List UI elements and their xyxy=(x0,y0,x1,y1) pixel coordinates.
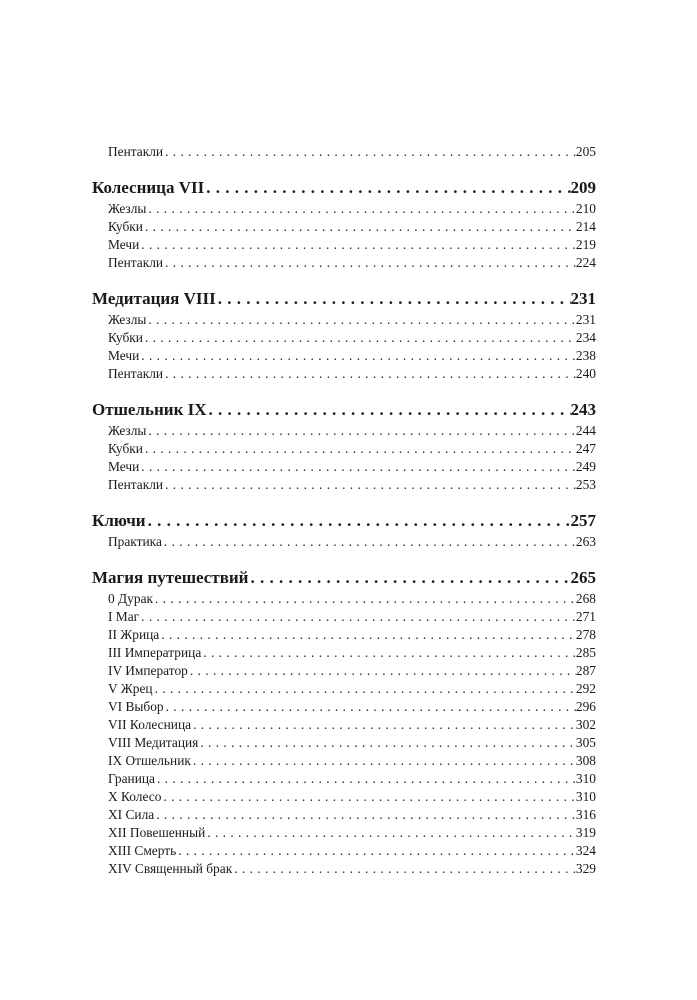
toc-leader-dots xyxy=(146,200,576,218)
toc-section-heading[interactable] xyxy=(92,509,596,533)
toc-entry[interactable] xyxy=(92,236,596,254)
toc-leader-dots xyxy=(207,398,571,422)
toc-leader-dots xyxy=(143,218,576,236)
toc-section-title: Отшельник IX xyxy=(92,400,207,419)
toc-section-page: 209 xyxy=(570,178,596,197)
toc-entry-page: 329 xyxy=(575,861,596,876)
toc-entry[interactable] xyxy=(92,365,596,383)
toc-entry[interactable] xyxy=(92,143,596,161)
toc-leader-dots xyxy=(205,824,576,842)
toc-leader-dots xyxy=(159,626,576,644)
toc-section-heading[interactable] xyxy=(92,566,596,590)
toc-entry-page: 238 xyxy=(575,348,596,363)
toc-entry[interactable] xyxy=(92,842,596,860)
toc-entry-title: Пентакли xyxy=(108,366,164,381)
toc-entry-page: 268 xyxy=(575,591,596,606)
toc-entry-page: 244 xyxy=(575,423,596,438)
toc-section xyxy=(92,398,596,494)
toc-entry[interactable] xyxy=(92,626,596,644)
toc-leader-dots xyxy=(163,143,576,161)
toc-entry-page: 263 xyxy=(575,534,596,549)
toc-entry[interactable] xyxy=(92,422,596,440)
toc-section xyxy=(92,566,596,878)
toc-entry-page: 278 xyxy=(575,627,596,642)
toc-entry-title: XI Сила xyxy=(108,807,155,822)
toc-leader-dots xyxy=(153,590,576,608)
toc-leader-dots xyxy=(153,680,576,698)
toc-entry-title: Граница xyxy=(108,771,155,786)
toc-leader-dots xyxy=(162,533,576,551)
toc-entry-title: VII Колесница xyxy=(108,717,192,732)
toc-leader-dots xyxy=(161,788,576,806)
toc-entry-page: 296 xyxy=(575,699,596,714)
toc-entry[interactable] xyxy=(92,533,596,551)
toc-leader-dots xyxy=(191,752,576,770)
toc-entry[interactable] xyxy=(92,254,596,272)
toc-leader-dots xyxy=(143,329,576,347)
toc-entry-page: 271 xyxy=(575,609,596,624)
toc-section-page: 243 xyxy=(570,400,596,419)
toc-entry-page: 240 xyxy=(575,366,596,381)
toc-entry-page: 210 xyxy=(575,201,596,216)
toc-entry[interactable] xyxy=(92,590,596,608)
toc-entry-title: X Колесо xyxy=(108,789,162,804)
toc-leader-dots xyxy=(163,254,576,272)
toc-entry[interactable] xyxy=(92,680,596,698)
toc-entry[interactable] xyxy=(92,347,596,365)
toc-leader-dots xyxy=(191,716,576,734)
toc-leader-dots xyxy=(143,440,576,458)
toc-entry-title: Мечи xyxy=(108,237,140,252)
toc-section-heading[interactable] xyxy=(92,398,596,422)
toc-entry-title: XII Повешенный xyxy=(108,825,206,840)
toc-leader-dots xyxy=(163,476,576,494)
toc-entry-page: 292 xyxy=(575,681,596,696)
toc-entry-title: Жезлы xyxy=(108,312,147,327)
toc-entry[interactable] xyxy=(92,200,596,218)
toc-entry-title: VIII Медитация xyxy=(108,735,199,750)
toc-leader-dots xyxy=(216,287,571,311)
toc-lead-block xyxy=(92,143,596,161)
toc-entry-title: IV Император xyxy=(108,663,188,678)
toc-section-title: Медитация VIII xyxy=(92,289,216,308)
toc-leader-dots xyxy=(201,644,576,662)
toc-entry-page: 231 xyxy=(575,312,596,327)
toc-entry[interactable] xyxy=(92,824,596,842)
toc-entry[interactable] xyxy=(92,734,596,752)
toc-entry-title: XIV Священный брак xyxy=(108,861,233,876)
toc-leader-dots xyxy=(146,509,571,533)
toc-entry[interactable] xyxy=(92,662,596,680)
toc-entry[interactable] xyxy=(92,788,596,806)
toc-section-title: Магия путешествий xyxy=(92,568,249,587)
toc-leader-dots xyxy=(176,842,576,860)
toc-entry-title: Кубки xyxy=(108,441,143,456)
toc-entry-title: Кубки xyxy=(108,219,143,234)
toc-entry-title: I Маг xyxy=(108,609,140,624)
toc-entry-page: 308 xyxy=(575,753,596,768)
toc-entry-title: Кубки xyxy=(108,330,143,345)
toc-entry[interactable] xyxy=(92,311,596,329)
toc-entry-title: Пентакли xyxy=(108,477,164,492)
toc-section-heading[interactable] xyxy=(92,287,596,311)
toc-entry[interactable] xyxy=(92,770,596,788)
toc-leader-dots xyxy=(139,458,576,476)
toc-entry[interactable] xyxy=(92,608,596,626)
toc-entry-page: 214 xyxy=(575,219,596,234)
toc-entry-page: 316 xyxy=(575,807,596,822)
toc-section-title: Ключи xyxy=(92,511,146,530)
toc-entry-title: VI Выбор xyxy=(108,699,164,714)
toc-entry-title: Практика xyxy=(108,534,162,549)
toc-entry-page: 219 xyxy=(575,237,596,252)
toc-entry-page: 285 xyxy=(575,645,596,660)
toc-entry-title: Мечи xyxy=(108,348,140,363)
toc-entry-title: V Жрец xyxy=(108,681,153,696)
toc-section-heading[interactable] xyxy=(92,176,596,200)
toc-leader-dots xyxy=(139,236,576,254)
toc-entry[interactable] xyxy=(92,458,596,476)
toc-entry[interactable] xyxy=(92,440,596,458)
toc-entry-title: XIII Смерть xyxy=(108,843,177,858)
toc-entry[interactable] xyxy=(92,860,596,878)
toc-entry-page: 234 xyxy=(575,330,596,345)
toc-leader-dots xyxy=(248,566,570,590)
toc-entry-page: 305 xyxy=(575,735,596,750)
toc-leader-dots xyxy=(146,422,576,440)
toc-entry-title: Пентакли xyxy=(108,255,164,270)
toc-entry-page: 310 xyxy=(575,771,596,786)
toc-entry-page: 205 xyxy=(575,144,596,159)
toc-entry-page: 324 xyxy=(575,843,596,858)
toc-entry-title: Мечи xyxy=(108,459,140,474)
toc-entry-title: Жезлы xyxy=(108,423,147,438)
toc-section-title: Колесница VII xyxy=(92,178,205,197)
toc-leader-dots xyxy=(154,806,576,824)
toc-entry-page: 224 xyxy=(575,255,596,270)
toc-entry[interactable] xyxy=(92,752,596,770)
toc-entry-page: 247 xyxy=(575,441,596,456)
toc-leader-dots xyxy=(188,662,576,680)
toc-leader-dots xyxy=(198,734,576,752)
toc-leader-dots xyxy=(163,365,576,383)
toc-entry-title: III Императрица xyxy=(108,645,202,660)
toc-leader-dots xyxy=(232,860,576,878)
toc-section-page: 231 xyxy=(570,289,596,308)
toc-entry-page: 319 xyxy=(575,825,596,840)
toc-entry[interactable] xyxy=(92,644,596,662)
toc-entry-title: 0 Дурак xyxy=(108,591,154,606)
toc-section xyxy=(92,509,596,551)
toc-leader-dots xyxy=(155,770,576,788)
toc-leader-dots xyxy=(139,608,576,626)
toc-entry-page: 249 xyxy=(575,459,596,474)
toc-entry[interactable] xyxy=(92,806,596,824)
toc-entry-title: Пентакли xyxy=(108,144,164,159)
toc-entry-title: IX Отшельник xyxy=(108,753,191,768)
toc-entry[interactable] xyxy=(92,716,596,734)
toc-entry-page: 302 xyxy=(575,717,596,732)
toc-leader-dots xyxy=(146,311,576,329)
toc-entry-title: II Жрица xyxy=(108,627,160,642)
toc-leader-dots xyxy=(164,698,576,716)
toc-leader-dots xyxy=(139,347,576,365)
toc-section-page: 257 xyxy=(570,511,596,530)
toc-entry[interactable] xyxy=(92,698,596,716)
toc-entry-title: Жезлы xyxy=(108,201,147,216)
toc-entry-page: 287 xyxy=(575,663,596,678)
toc-leader-dots xyxy=(204,176,570,200)
toc-entry-page: 310 xyxy=(575,789,596,804)
toc-section xyxy=(92,287,596,383)
toc-entry[interactable] xyxy=(92,329,596,347)
toc-entry-page: 253 xyxy=(575,477,596,492)
toc-section-page: 265 xyxy=(570,568,596,587)
table-of-contents xyxy=(92,143,596,878)
toc-entry[interactable] xyxy=(92,476,596,494)
toc-entry[interactable] xyxy=(92,218,596,236)
toc-section xyxy=(92,176,596,272)
